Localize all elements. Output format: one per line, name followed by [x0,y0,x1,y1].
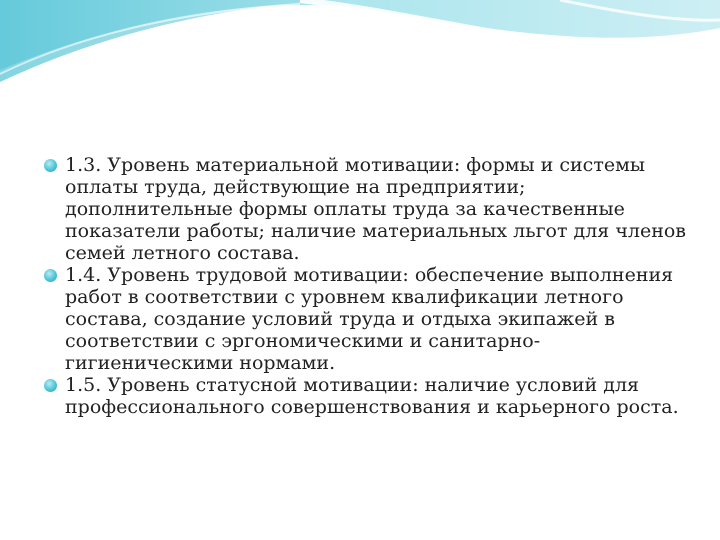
bullet-list [44,154,694,418]
header-wave-decoration [0,0,720,90]
circle-bullet-icon [44,159,57,172]
list-item-text: 1.3. Уровень материальной мотивации: формы и системы оплаты труда, действующие на предприятии; дополнительные формы оплаты труда за качественные показатели работы; наличие материальных льгот для членов семей летного состава. [65,154,686,264]
circle-bullet-icon [44,379,57,392]
list-item-text: 1.5. Уровень статусной мотивации: наличие условий для профессионального совершенствования и карьерного роста. [65,374,679,418]
circle-bullet-icon [44,269,57,282]
list-item [44,154,694,264]
list-item [44,264,694,374]
list-item [44,374,694,418]
list-item-text: 1.4. Уровень трудовой мотивации: обеспечение выполнения работ в соответствии с уровнем квалификации летного состава, создание условий труда и отдыха экипажей в соответствии с эргономическими и санитарно-гигиеническими нормами. [65,264,674,374]
